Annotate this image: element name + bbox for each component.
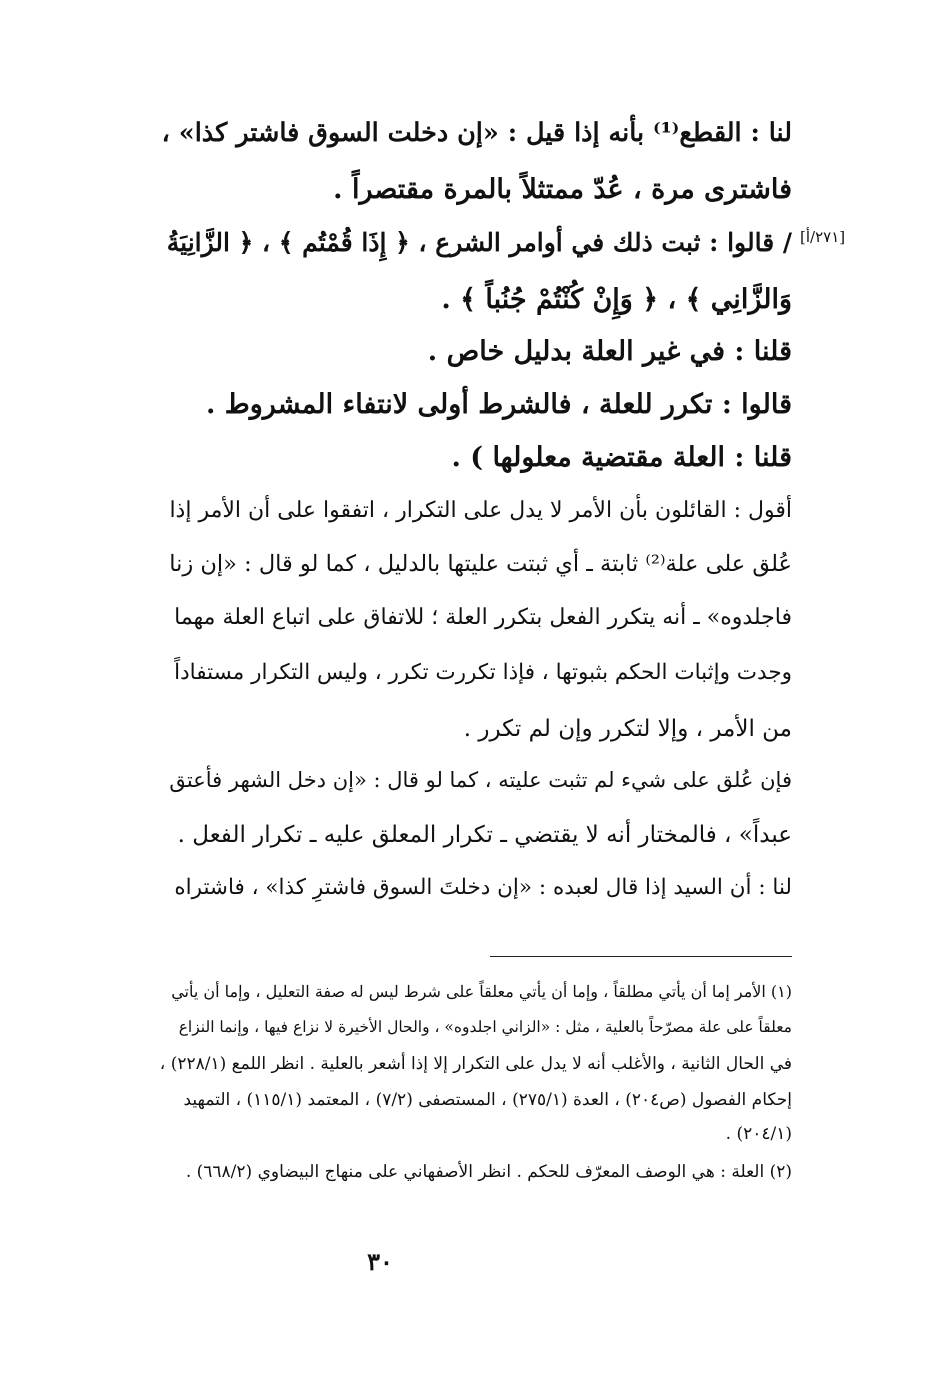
text-line: عبداً» ، فالمختار أنه لا يقتضي ـ تكرار المعلق عليه ـ تكرار الفعل . [177, 822, 792, 848]
text-line: وجدت وإثبات الحكم بثبوتها ، فإذا تكررت تكرر ، وليس التكرار مستفاداً [174, 660, 792, 685]
footnote-line: إحكام الفصول (ص٢٠٤) ، العدة (٢٧٥/١) ، المستصفى (٧/٢) ، المعتمد (١١٥/١) ، التمهيد [183, 1090, 792, 1110]
text-line: من الأمر ، وإلا لتكرر وإن لم تكرر . [463, 716, 792, 742]
footnote-separator [490, 956, 792, 957]
footnote-line: (٢) العلة : هي الوصف المعرّف للحكم . انظر الأصفهاني على منهاج البيضاوي (٦٦٨/٢) . [185, 1162, 792, 1182]
footnote-line: معلقاً على علة مصرّحاً بالعلية ، مثل : «الزاني اجلدوه» ، والحال الأخيرة لا نزاع فيها ، وإنما النزاع [178, 1018, 792, 1036]
text-line: فاجلدوه» ـ أنه يتكرر الفعل بتكرر العلة ؛ للاتفاق على اتباع العلة مهما [174, 605, 792, 630]
text-line: قلنا : العلة مقتضية معلولها ) . [451, 442, 792, 473]
text-line: فإن عُلق على شيء لم تثبت عليته ، كما لو قال : «إن دخل الشهر فأعتق [169, 768, 792, 792]
text-line: قلنا : في غير العلة بدليل خاص . [427, 336, 792, 367]
text-line: أقول : القائلون بأن الأمر لا يدل على التكرار ، اتفقوا على أن الأمر إذا [169, 498, 792, 523]
footnote-line: في الحال الثانية ، والأغلب أنه لا يدل على التكرار إلا إذا أشعر بالعلية . انظر اللمع (٢٢٨/١) ، [159, 1054, 792, 1074]
text-line: لنا : أن السيد إذا قال لعبده : «إن دخلتَ السوق فاشترِ كذا» ، فاشتراه [174, 875, 792, 900]
text-line: عُلق على علة⁽²⁾ ثابتة ـ أي ثبتت عليتها بالدليل ، كما لو قال : «إن زنا [169, 551, 792, 577]
page-number: ٣٠ [367, 1247, 393, 1276]
text-line: فاشترى مرة ، عُدّ ممتثلاً بالمرة مقتصراً . [333, 174, 792, 205]
text-line: / قالوا : ثبت ذلك في أوامر الشرع ، ﴿ إِذَا قُمْتُم ﴾ ، ﴿ الزَّانِيَةُ [166, 228, 792, 257]
text-line: وَالزَّانِي ﴾ ، ﴿ وَإِنْ كُنْتُمْ جُنُباً ﴾ . [441, 284, 792, 315]
text-line: قالوا : تكرر للعلة ، فالشرط أولى لانتفاء المشروط . [205, 389, 792, 420]
text-line: لنا : القطع⁽¹⁾ بأنه إذا قيل : «إن دخلت السوق فاشتر كذا» ، [161, 118, 792, 148]
footnote-line: (١) الأمر إما أن يأتي مطلقاً ، وإما أن يأتي معلقاً على شرط ليس له صفة التعليل ، وإما أن يأتي [171, 982, 792, 1001]
margin-reference: [٢٧١/أ] [800, 228, 846, 246]
footnote-line: (٢٠٤/١) . [725, 1124, 792, 1144]
